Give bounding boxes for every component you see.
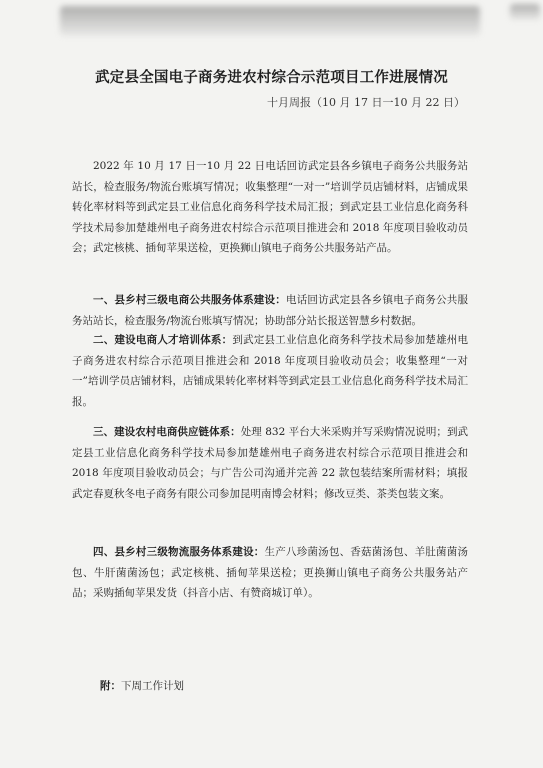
attachment-label: 附： [100,680,121,692]
document-subtitle: 十月周报（10 月 17 日一10 月 22 日） [267,96,465,109]
paragraph-summary: 2022 年 10 月 17 日一10 月 22 日电话回访武定县各乡镇电子商务公共服务站站长，检查服务/物流台账填写情况；收集整理“一对一”培训学员店铺材料，店铺成果转化率材料等到武定县工业信息化商务科学技术局汇报；到武定县工业信息化商务科学技术局参加楚雄州电子商务进农村综合示范项目推进会和 2018 年度项目验收动员会；武定核桃、插甸苹果送检，更换狮山镇电子商务公共服务站产品。 [72,160,468,254]
paragraph-training: 二、建设电商人才培训体系：到武定县工业信息化商务科学技术局参加楚雄州电子商务进农村综合示范项目推进会和 2018 年度项目验收动员会；收集整理“一对一”培训学员店铺材料，店铺成果转化率材料等到武定县工业信息化商务科学技术局汇报。 [72,334,469,408]
attachment-note [100,678,184,693]
paragraph-public-service: 一、县乡村三级电商公共服务体系建设：电话回访武定县各乡镇电子商务公共服务站站长，检查服务/物流台账填写情况；协助部分站长报送智慧乡村数据。 [72,294,469,327]
scan-smudge-corner [510,4,540,20]
paragraph-supply-chain: 三、建设农村电商供应链体系：处理 832 平台大米采购并写采购情况说明；到武定县工业信息化商务科学技术局参加楚雄州电子商务进农村综合示范项目推进会和 2018 年度项目验收动员会；与广告公司沟通并完善 22 款包装结案所需材料；填报武定春夏秋冬电子商务有限公司参加昆明南博会材料；修改豆类、茶类包装文案。 [72,426,468,500]
scan-smudge [60,6,480,36]
paragraph-lead: 四、县乡村三级物流服务体系建设： [93,546,265,558]
attachment-text: 下周工作计划 [121,680,184,692]
paragraph-lead: 二、建设电商人才培训体系： [93,334,233,346]
paragraph-logistics: 四、县乡村三级物流服务体系建设：生产八珍菌汤包、香菇菌汤包、羊肚菌菌汤包、牛肝菌菌汤包；武定核桃、插甸苹果送检；更换狮山镇电子商务公共服务站产品；采购插甸苹果发货（抖音小店、有赞商城订单）。 [72,546,469,599]
paragraph-lead: 三、建设农村电商供应链体系： [93,426,241,438]
paragraph-lead: 一、县乡村三级电商公共服务体系建设： [93,294,286,306]
document-title: 武定县全国电子商务进农村综合示范项目工作进展情况 [95,70,448,86]
